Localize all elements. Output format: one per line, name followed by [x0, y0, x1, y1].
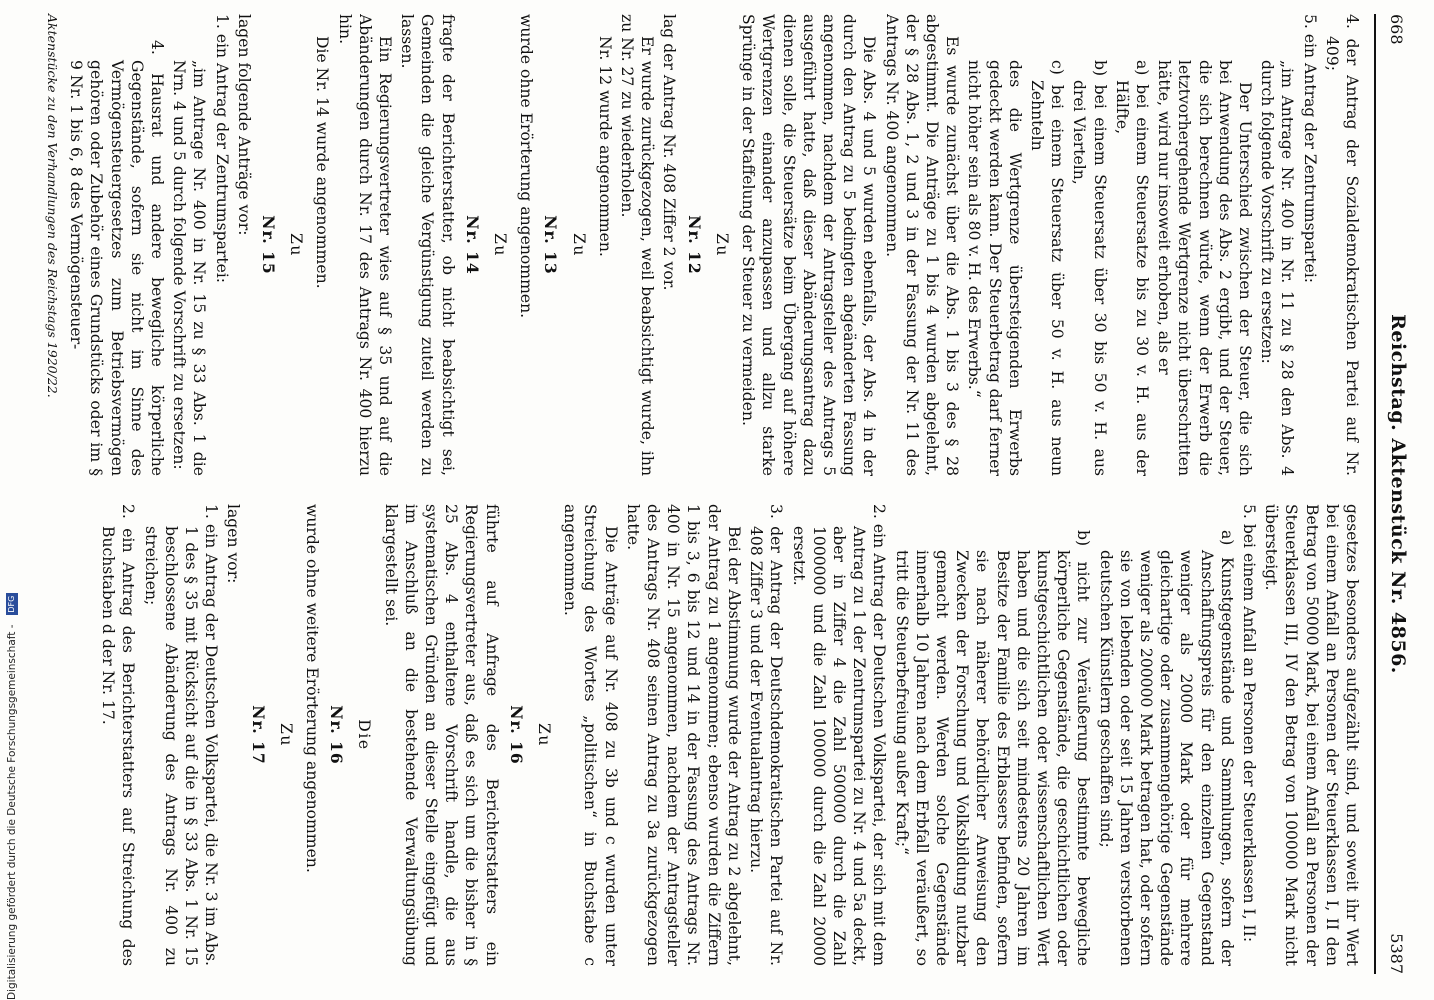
left-column-paragraph: Er wurde zurückgezogen, weil beabsichtigt wurde, ihn zu Nr. 27 zu wiederholen.: [618, 14, 657, 476]
left-column-paragraph: Nr. 12 wurde angenommen.: [595, 36, 614, 257]
page-number-left: 668: [1387, 14, 1406, 45]
right-column-paragraph: 1. ein Antrag der Deutschen Volkspartei, die Nr. 3 im Abs. 1 des § 35 mit Rücksicht auf die in § 33 Abs. 1 Nr. 15 beschlossene Abänderung des Antrags Nr. 400 zu streichen;: [141, 504, 221, 966]
left-column-paragraph: lagen folgende Anträge vor:: [234, 14, 253, 236]
left-column-paragraph: Zu: [491, 232, 510, 258]
left-column-paragraph: lag der Antrag Nr. 408 Ziffer 2 vor.: [660, 14, 679, 291]
digitization-note-text: Digitalisierung gefördert durch die Deutsche Forschungsgemeinschaft -: [6, 624, 18, 1000]
left-column-paragraph: Die Abs. 4 und 5 wurden ebenfalls, der Abs. 4 in der durch den Antrag zu 5 bedingten abgeänderten Fassung angenommen, nachdem der Antragsteller des Antrags 5 ausgeführt hatte, daß dieser Abänderungsantrag dazu dienen solle, die Steuersätze beim Übergang auf höhere Wertgrenzen einander anzupassen und allzu starke Sprünge in der Staffelung der Steuer zu vermeiden.: [739, 14, 879, 476]
right-column-paragraph: 2. ein Antrag des Berichterstatters auf Streichung des Buchstaben d der Nr. 17.: [99, 504, 138, 966]
left-column-paragraph: Nr. 14: [462, 215, 482, 275]
right-column-paragraph: Nr. 17: [248, 705, 268, 765]
right-column-paragraph: b) nicht zur Veräußerung bestimmte bewegliche körperliche Gegenstände, die geschichtlichen oder kunstgeschichtlichen oder wissenschaftlichen Wert haben und die sich seit mindestens 20 Jahren im Besitze der Familie des Erblassers befinden, sofern sie nach näherer behördlicher Anweisung den Zwecken der Forschung und Volksbildung nutzbar gemacht werden. Werden solche Gegenstände innerhalb 10 Jahren nach dem Erbfall veräußert, so tritt die Steuerbefreiung außer Kraft;“: [892, 530, 1093, 966]
page-footer: Aktenstücke zu den Verhandlungen des Reichstags 1920/22.: [45, 14, 60, 398]
left-column-paragraph: 5. ein Antrag der Zentrumspartei:: [1300, 14, 1319, 284]
left-column-paragraph: Zu: [569, 232, 588, 258]
left-column-paragraph: des die Wertgrenze übersteigenden Erwerbs gedeckt werden kann. Der Steuerbetrag darf ferner nicht höher sein als 80 v. H. des Erwerbs.“: [965, 60, 1024, 476]
dfg-logo: DFG: [6, 593, 18, 615]
left-column-paragraph: Es wurde zunächst über die Abs. 1 bis 3 des § 28 abgestimmt. Die Anträge zu 1 bis 4 wurden abgelehnt, der § 28 Abs. 1, 2 und 3 in der Fassung der Nr. 11 des Antrags Nr. 400 angenommen.: [882, 14, 962, 476]
left-column-paragraph: a) bei einem Steuersatze bis zu 30 v. H. aus der Hälfte,: [1112, 60, 1151, 476]
right-column-paragraph: Nr. 16: [327, 705, 347, 765]
left-column-paragraph: 1. ein Antrag der Zentrumspartei:: [212, 14, 231, 284]
right-column: [52, 504, 1362, 966]
left-column-paragraph: 4. der Antrag der Sozialdemokratischen Partei auf Nr. 409;: [1322, 14, 1361, 476]
left-column-paragraph: Zu: [287, 232, 306, 258]
right-column-paragraph: gesetzes besonders aufgezählt sind, und soweit ihr Wert bei einem Anfall an Personen der Steuerklassen I, II den Betrag von 50000 Mark, bei einem Anfall an Personen der Steuerklassen III, IV den Betrag von 100000 Mark nicht übersteigt.: [1262, 504, 1361, 966]
right-column-paragraph: Die Anträge auf Nr. 408 zu 3b und c wurden unter Streichung des Wortes „politischen“ in Buchstabe c angenommen.: [561, 504, 620, 966]
right-column-paragraph: Nr. 16: [506, 705, 526, 765]
right-column-paragraph: 3. der Antrag der Deutschdemokratischen Partei auf Nr. 408 Ziffer 3 und der Eventualantrag hierzu.: [747, 504, 786, 966]
right-column-paragraph: Bei der Abstimmung wurde der Antrag zu 2 abgelehnt, der Antrag zu 1 angenommen; ebenso wurden die Ziffern 1 bis 3, 6 bis 12 und 14 in der Fassung des Antrags Nr. 400 in Nr. 15 angenommen, nachdem der Antragsteller des Antrags Nr. 408 seinen Antrag zu 3a zurückgezogen hatte.: [623, 504, 743, 966]
digitization-note: [6, 10, 22, 1000]
document-sheet: [30, 14, 1410, 974]
right-column-paragraph: lagen vor:: [224, 504, 243, 584]
left-column-paragraph: Nr. 12: [684, 215, 704, 275]
right-column-paragraph: führte auf Anfrage des Berichterstatters ein Regierungsvertreter aus, daß es sich um die bisher in § 25 Abs. 4 enthaltene Vorschrift handle, die aus systematischen Gründen an dieser Stelle eingefügt und im Anschluß an die bestehende Verwaltungsübung klargestellt sei.: [381, 504, 501, 966]
left-column-paragraph: Zu: [712, 232, 731, 258]
right-column-paragraph: Zu: [535, 722, 554, 748]
left-column-paragraph: c) bei einem Steuersatz über 50 v. H. aus neun Zehnteln: [1027, 60, 1067, 476]
page-number-right: 5387: [1387, 933, 1406, 974]
right-column-paragraph: 2. ein Antrag der Deutschen Volkspartei, der sich mit dem Antrag zu 1 der Zentrumspartei zu Nr. 4 und 5a deckt, aber in Ziffer 4 die Zahl 500000 durch die Zahl 1000000 und die Zahl 100000 durch die Zahl 20000 ersetzt.: [789, 504, 889, 966]
left-column-paragraph: Nr. 15: [259, 215, 279, 275]
left-column-paragraph: Der Unterschied zwischen der Steuer, die sich bei Anwendung des Abs. 2 ergibt, und der Steuer, die sich berechnen würde, wenn der Erwerb die letztvorhergehende Wertgrenze nicht überschritten hätte, wird nur insoweit erhoben, als er: [1155, 60, 1254, 476]
left-column-paragraph: „im Antrage Nr. 400 in Nr. 11 zu § 28 den Abs. 4 durch folgende Vorschrift zu ersetzen:: [1258, 60, 1297, 476]
right-column-paragraph: 5. bei einem Anfall an Personen der Steuerklassen I, II:: [1239, 504, 1258, 943]
page-header: [1374, 14, 1410, 974]
right-column-paragraph: Die: [355, 719, 374, 751]
left-column-paragraph: 4. Hausrat und andere bewegliche körperliche Gegenstände, sofern sie nicht im Sinne des Vermögensteuergesetzes zum Betriebsvermögen gehören oder Zubehör eines Grundstücks oder im § 9 Nr. 1 bis 6, 8 des Vermögensteuer-: [67, 40, 167, 476]
left-column-paragraph: „im Antrage Nr. 400 in Nr. 15 zu § 33 Abs. 1 die Nrn. 4 und 5 durch folgende Vorschrift zu ersetzen:: [170, 60, 209, 476]
right-column-paragraph: a) Kunstgegenstände und Sammlungen, sofern der Anschaffungspreis für den einzelnen Gegenstand weniger als 20000 Mark oder für mehrere gleichartige oder zusammengehörige Gegenstände weniger als 200000 Mark betragen hat, oder sofern sie von lebenden oder seit 15 Jahren verstorbenen deutschen Künstlern geschaffen sind;: [1096, 530, 1236, 966]
left-column-paragraph: b) bei einem Steuersatz über 30 bis 50 v. H. aus drei Vierteln,: [1070, 60, 1109, 476]
left-column-paragraph: fragte der Berichterstatter, ob nicht beabsichtigt sei, Gemeinden die gleiche Vergünstigung zuteil werden zu lassen.: [398, 14, 457, 476]
left-column-paragraph: Die Nr. 14 wurde angenommen.: [313, 36, 332, 289]
left-column-paragraph: Nr. 13: [541, 215, 561, 275]
left-column: [52, 14, 1362, 476]
right-column-paragraph: Zu: [276, 722, 295, 748]
left-column-paragraph: wurde ohne Erörterung angenommen.: [517, 14, 536, 319]
page-title: Reichstag. Aktenstück Nr. 4856.: [1387, 314, 1409, 674]
right-column-paragraph: wurde ohne weitere Erörterung angenommen.: [303, 504, 322, 873]
left-column-paragraph: Ein Regierungsvertreter wies auf § 35 und auf die Abänderungen durch Nr. 17 des Antrags Nr. 400 hierzu hin.: [335, 14, 395, 476]
